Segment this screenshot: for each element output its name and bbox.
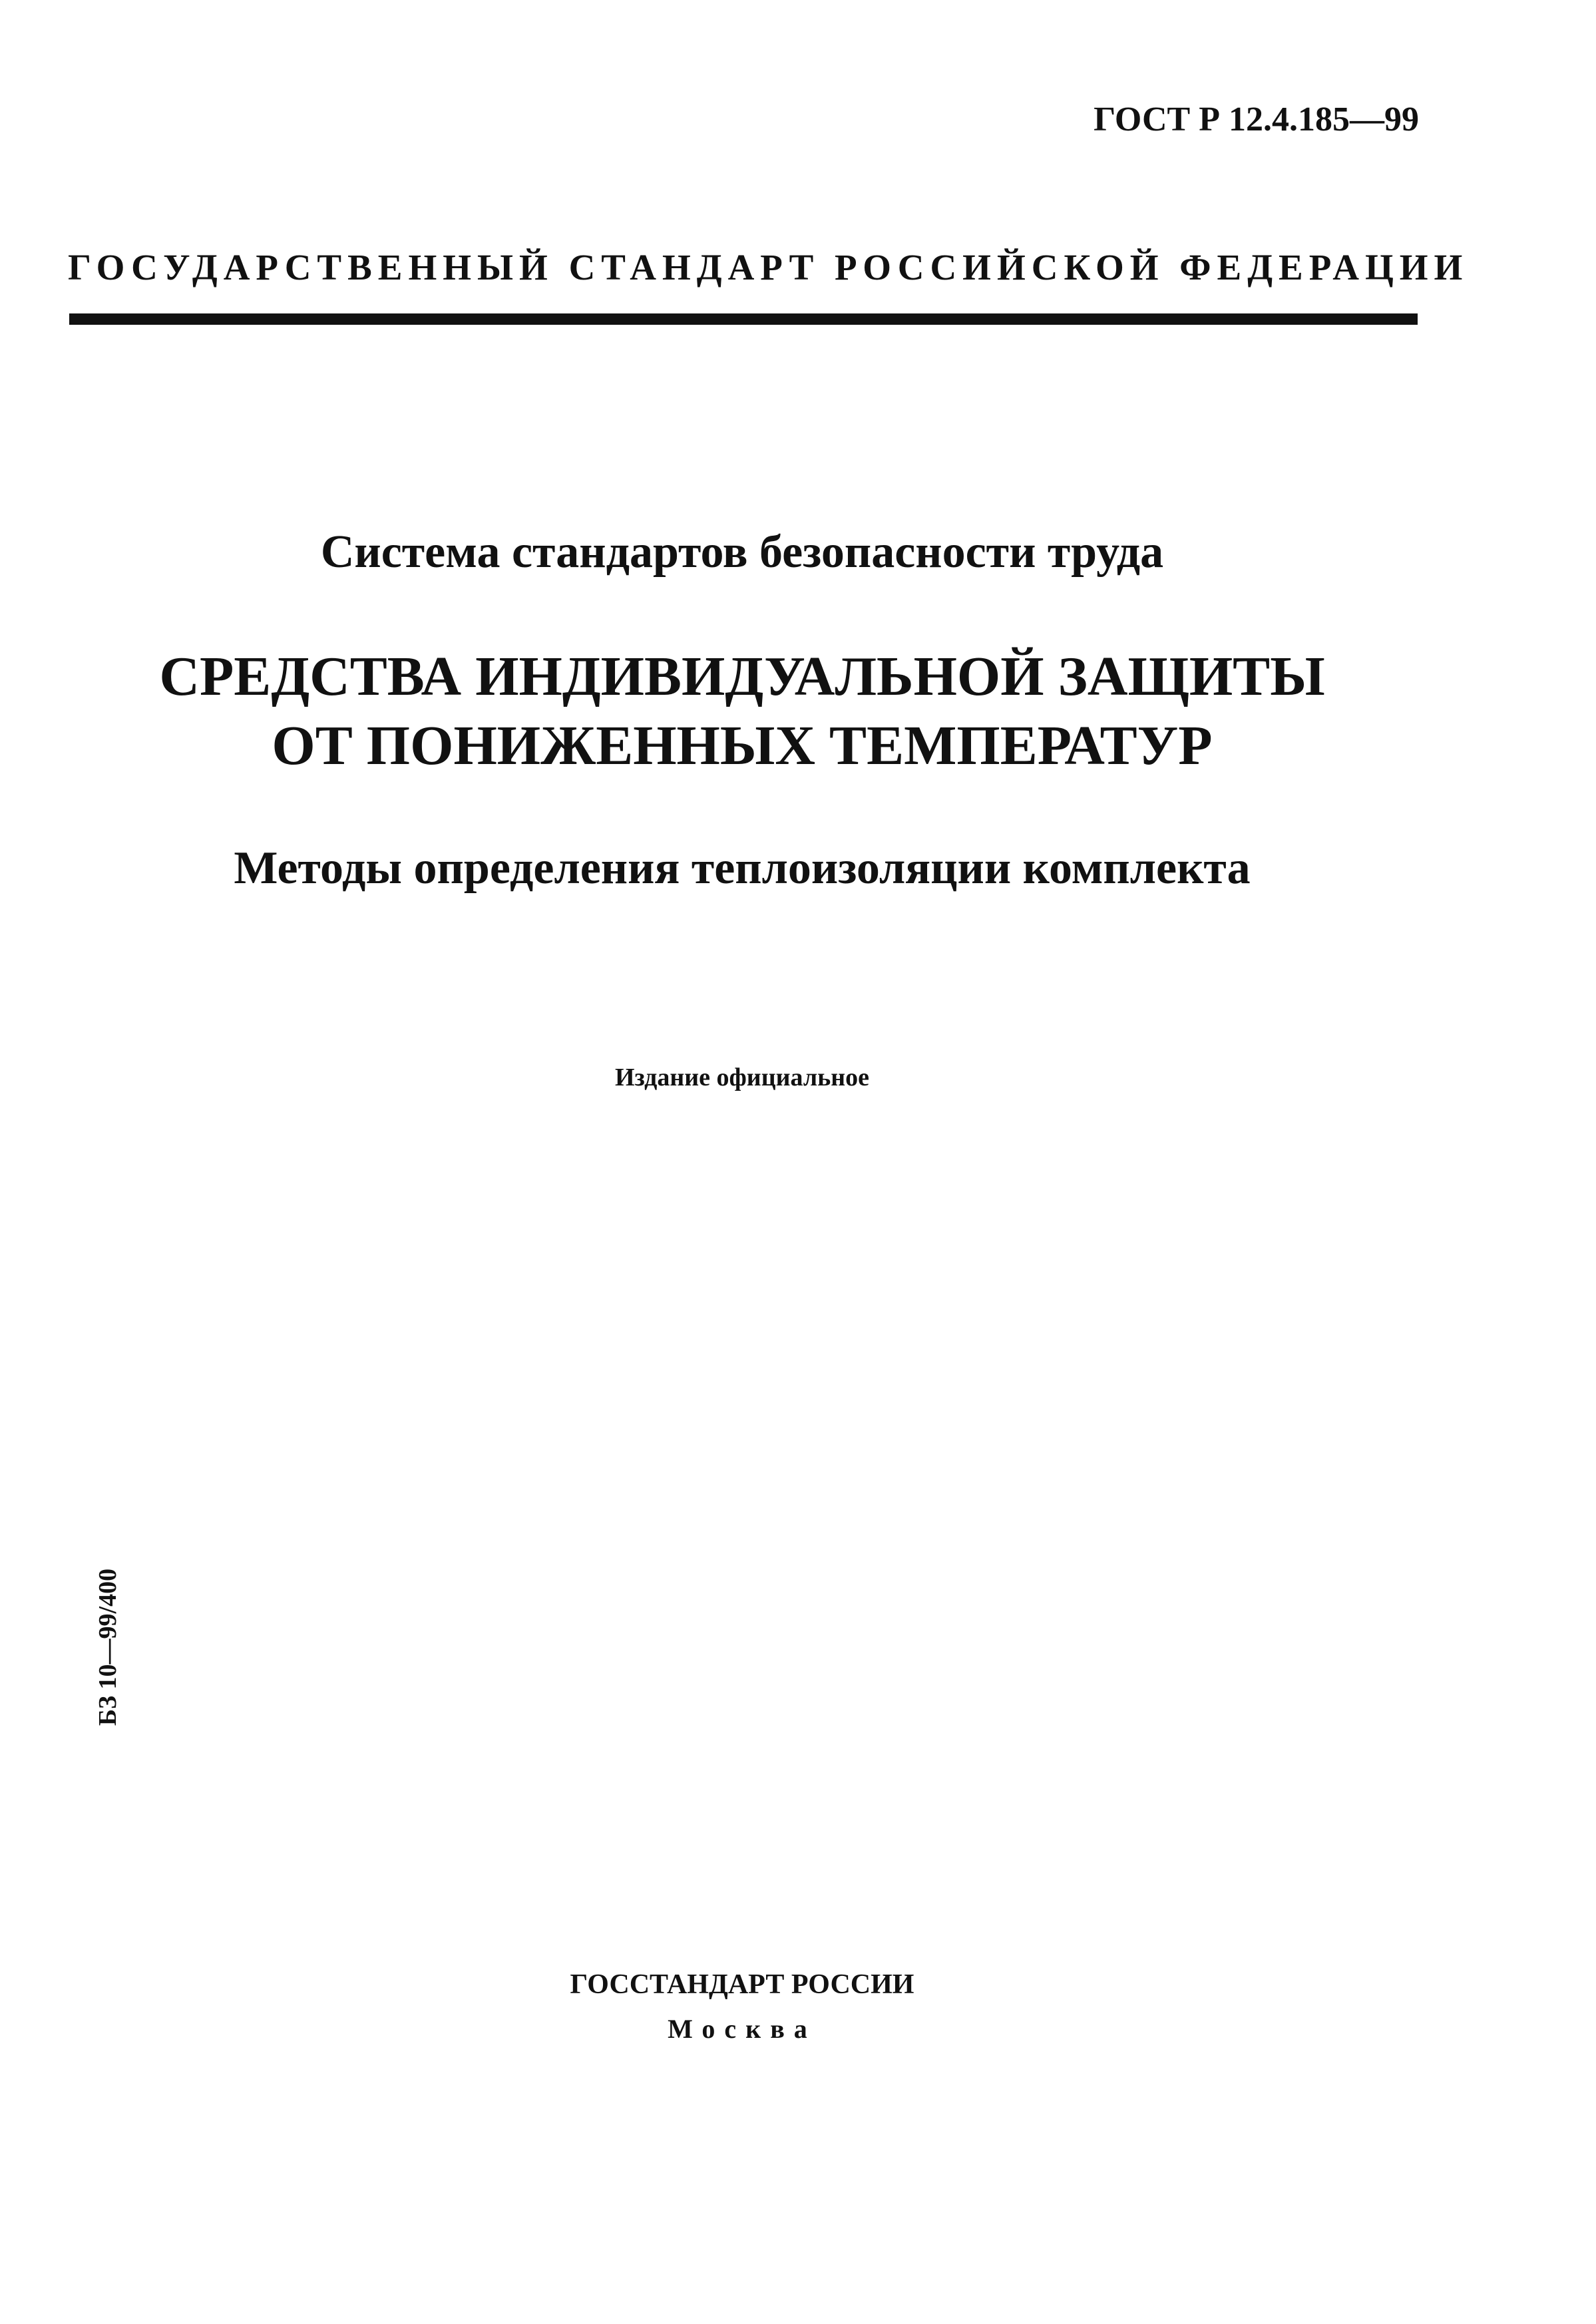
state-standard-header: ГОСУДАРСТВЕННЫЙ СТАНДАРТ РОССИЙСКОЙ ФЕДЕРАЦИИ [68, 247, 1469, 288]
subtitle: Методы определения теплоизоляции комплекта [234, 843, 1251, 894]
series-title: Система стандартов безопасности труда [320, 526, 1164, 578]
main-title-line: ОТ ПОНИЖЕННЫХ ТЕМПЕРАТУР [272, 715, 1213, 777]
publisher: ГОССТАНДАРТ РОССИИ [570, 1969, 914, 2000]
edition-note: Издание официальное [614, 1064, 869, 1091]
document-number: ГОСТ Р 12.4.185—99 [1094, 100, 1419, 138]
header-divider [69, 313, 1418, 325]
main-title [0, 642, 1484, 781]
catalog-code: БЗ 10—99/400 [94, 1568, 122, 1726]
main-title-line: СРЕДСТВА ИНДИВИДУАЛЬНОЙ ЗАЩИТЫ [159, 646, 1325, 707]
publication-city: Москва [668, 2014, 817, 2044]
